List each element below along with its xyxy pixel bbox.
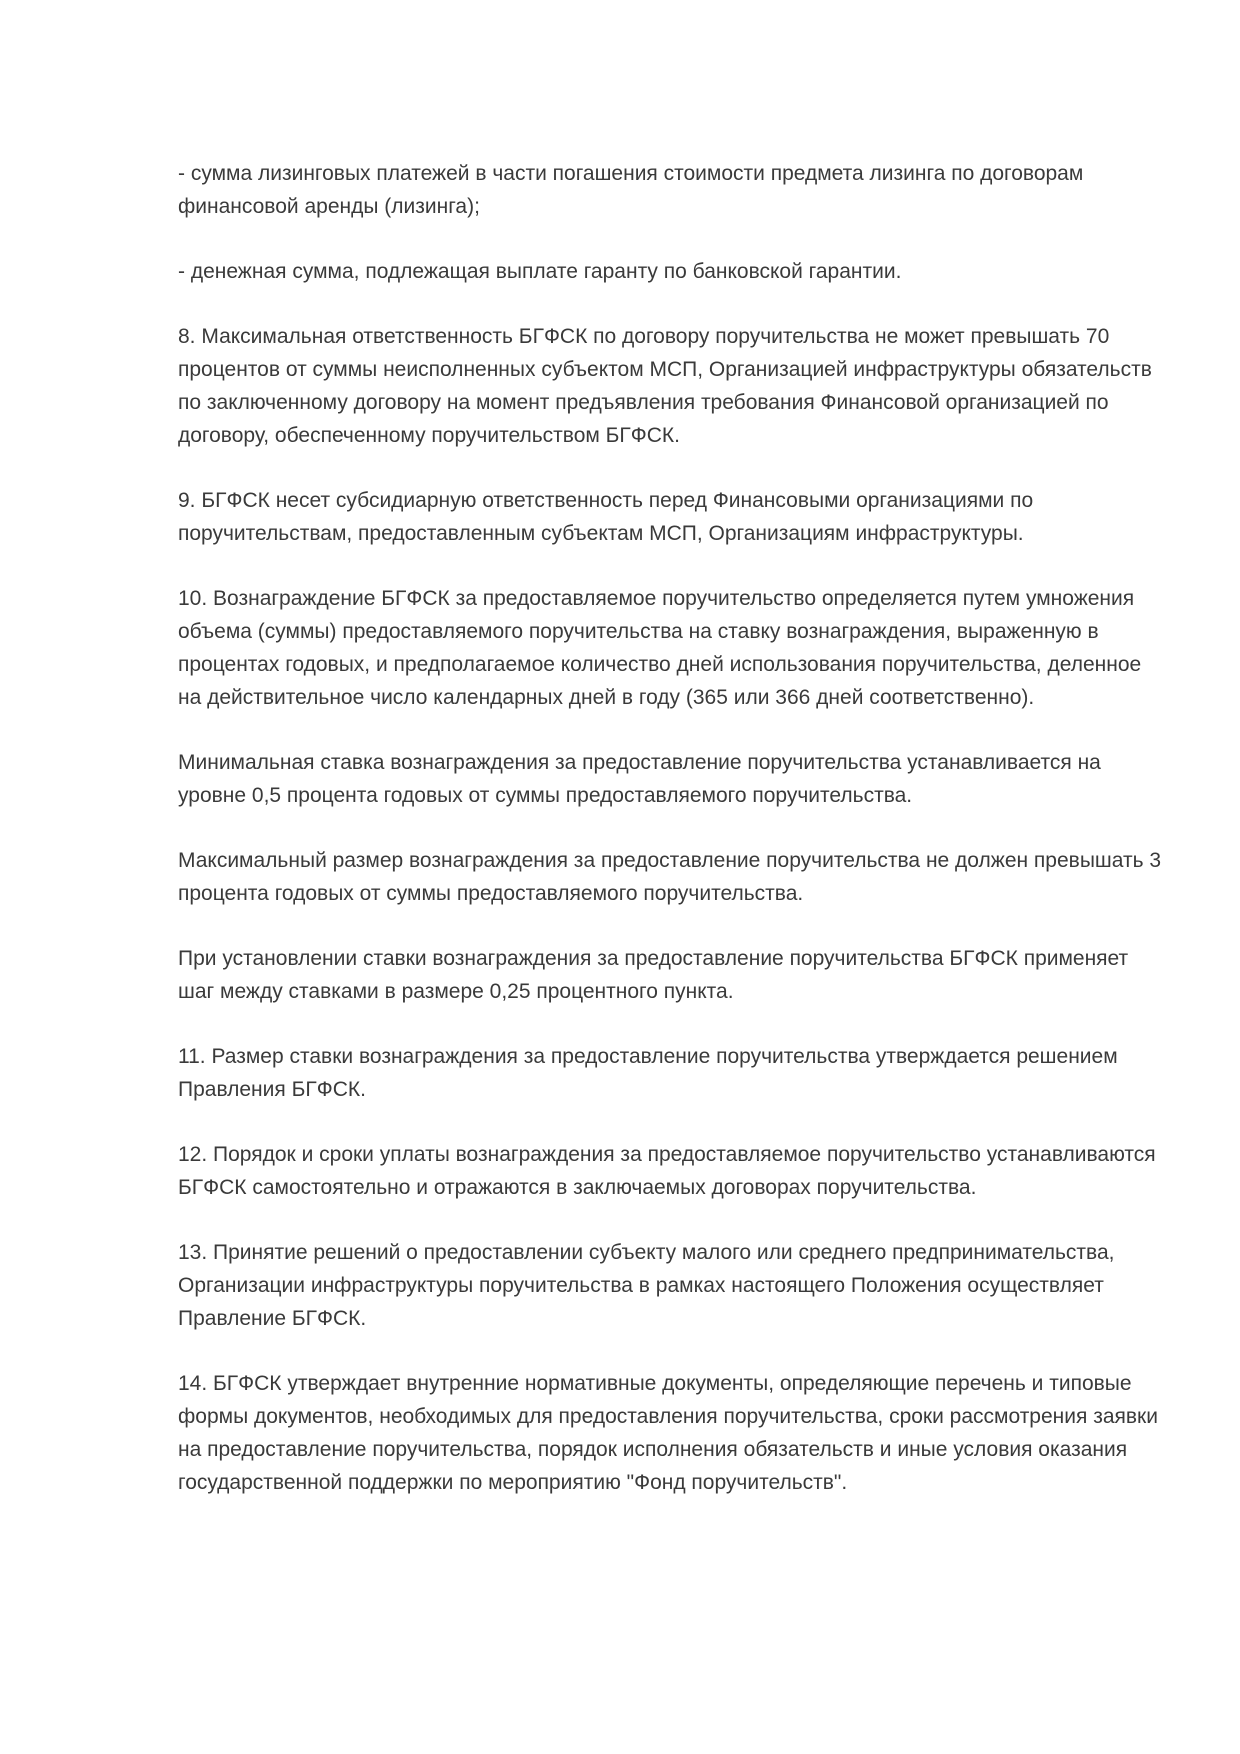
paragraph-maximum-rate: Максимальный размер вознаграждения за предоставление поручительства не должен превышать 3 процента годовых от суммы предоставляемого поручительства. xyxy=(178,849,1162,905)
paragraph-clause-10: 10. Вознаграждение БГФСК за предоставляемое поручительство определяется путем умножения объема (суммы) предоставляемого поручительства на ставку вознаграждения, выраженную в процентах годовых, и предполагаемое количество дней использования поручительства, деленное на действительное число календарных дней в году (365 или 366 дней соответственно). xyxy=(178,587,1142,709)
paragraph-clause-8: 8. Максимальная ответственность БГФСК по договору поручительства не может превышать 70 процентов от суммы неисполненных субъектом МСП, Организацией инфраструктуры обязательств по заключенному договору на момент предъявления требования Финансовой организацией по договору, обеспеченному поручительством БГФСК. xyxy=(178,325,1152,447)
paragraph-bank-guarantee: - денежная сумма, подлежащая выплате гаранту по банковской гарантии. xyxy=(178,260,902,283)
paragraph-clause-9: 9. БГФСК несет субсидиарную ответственность перед Финансовыми организациями по поручительствам, предоставленным субъектам МСП, Организациям инфраструктуры. xyxy=(178,489,1034,545)
paragraph-minimum-rate: Минимальная ставка вознаграждения за предоставление поручительства устанавливается на уровне 0,5 процента годовых от суммы предоставляемого поручительства. xyxy=(178,751,1101,807)
paragraph-clause-12: 12. Порядок и сроки уплаты вознаграждения за предоставляемое поручительство устанавливаются БГФСК самостоятельно и отражаются в заключаемых договорах поручительства. xyxy=(178,1143,1156,1199)
paragraph-leasing-payments: - сумма лизинговых платежей в части погашения стоимости предмета лизинга по договорам финансовой аренды (лизинга); xyxy=(178,162,1084,218)
paragraph-rate-step: При установлении ставки вознаграждения за предоставление поручительства БГФСК применяет шаг между ставками в размере 0,25 процентного пункта. xyxy=(178,947,1129,1003)
paragraph-clause-11: 11. Размер ставки вознаграждения за предоставление поручительства утверждается решением Правления БГФСК. xyxy=(178,1045,1118,1101)
paragraph-clause-14: 14. БГФСК утверждает внутренние нормативные документы, определяющие перечень и типовые формы документов, необходимых для предоставления поручительства, сроки рассмотрения заявки на предоставление поручительства, порядок исполнения обязательств и иные условия оказания государственной поддержки по мероприятию "Фонд поручительств". xyxy=(178,1372,1158,1494)
paragraph-clause-13: 13. Принятие решений о предоставлении субъекту малого или среднего предпринимательства, Организации инфраструктуры поручительства в рамках настоящего Положения осуществляет Правление БГФСК. xyxy=(178,1241,1115,1330)
document-body xyxy=(178,157,1163,1531)
